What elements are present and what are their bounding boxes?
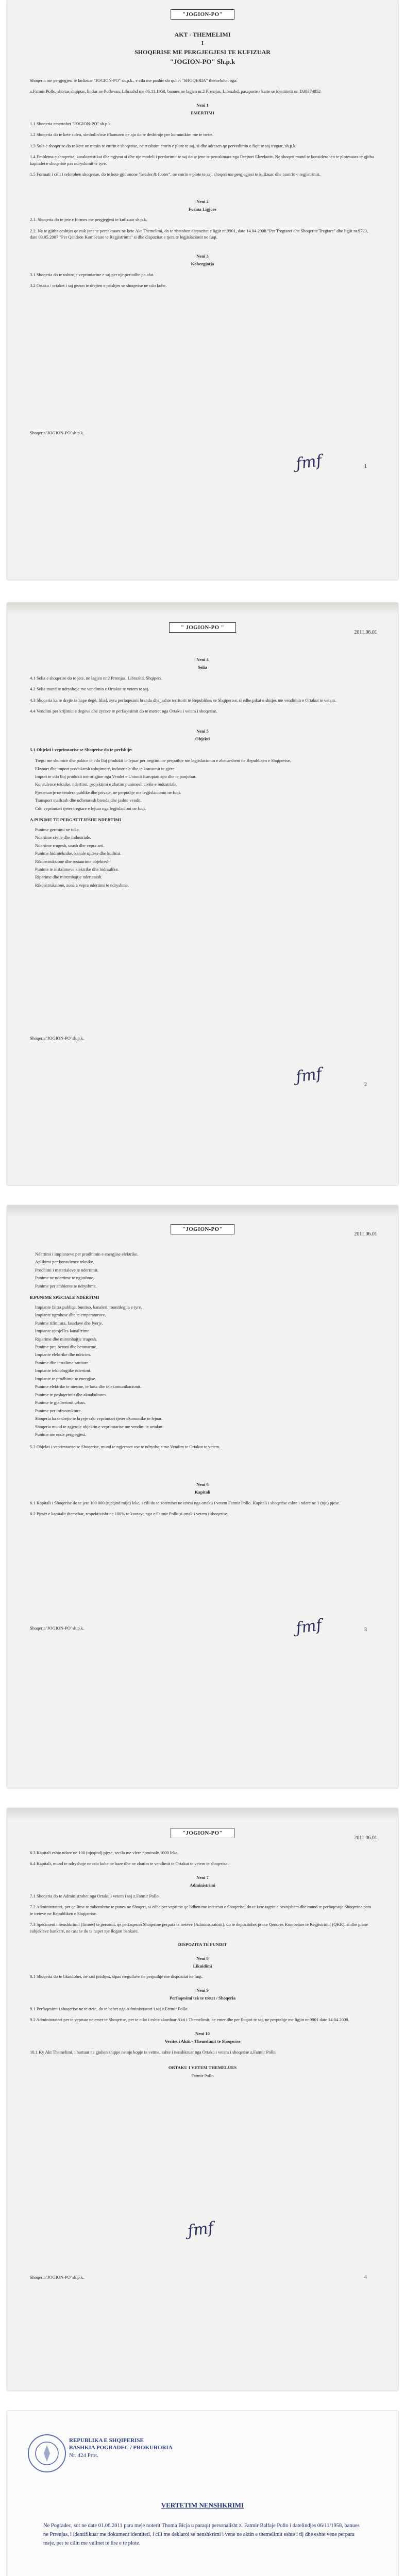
scan-shadow	[7, 1808, 398, 1820]
protocol-number: Nr. 424 Prot.	[69, 2452, 98, 2459]
document-page-5	[7, 2411, 398, 2576]
paragraph: 7.2 Administratori, per qellime te zakonshme te punes ne Shoqeri, si edhe per veprime qe lidhen me interesat e Shoqerise, do te kete tagrin e nevojshem dhe mund te perfaqesoje Shoqerine para te treteve ne Republiken e Shqiperise.	[30, 1904, 372, 1916]
page-date: 2011.06.01	[354, 630, 377, 635]
list-item: Rikonstruksione, zona a vepra ndertimi te ndryshme.	[35, 882, 129, 888]
intro-paragraph: Shoqeria me pergjegjesi te kufizuar "JOGION-PO" sh.p.k., e cila me poshte do quhet "SHOQERIA" themelohet nga:	[30, 78, 238, 83]
page3-body	[30, 1251, 375, 1522]
list-item: Pjesemarrje ne tendera publike dhe private, ne perputhje me legjislacionin ne fuqi.	[35, 789, 181, 795]
list-item: Shoqeria mund te zgjeroje objektin e veprimtarise me vendim te ortakut.	[35, 1423, 164, 1429]
list-item: Shoqeria ka te drejte te kryeje cdo veprimtari tjeter ekonomike te lejuar.	[35, 1416, 163, 1421]
handwritten-signature: ƒmf	[294, 451, 323, 473]
paragraph: 7.1 Shoqeria do te Administrohet nga Ortaku i vetem i saj z.Fatmir Pollo	[30, 1893, 159, 1899]
list-item: Rikonstruksione dhe restaurime objektesh.	[35, 858, 111, 864]
paragraph: 5.2 Objekti i veprimtarise se Shoqerise, mund te ngjeroset ose te ndryshoje me Vendim te Ortakut te vetem.	[30, 1444, 221, 1450]
page-date: 2011.06.01	[354, 1835, 377, 1841]
handwritten-signature: ƒmf	[294, 1616, 323, 1638]
paragraph: 4.3 Shoqeria ka te drejte te hape degë, filial, zyra perfaqesimi brenda dhe jashte territorit te Republikes se Shqiperise, si edhe pikat e shitjes me vendimin e Ortakut te vetem.	[30, 697, 336, 703]
list-item: Transport mallrash dhe udhetaresh brenda dhe jashte vendit.	[35, 798, 142, 803]
list-item: Punime rifinitura, fasadave dhe lyerje.	[35, 1320, 103, 1326]
list-item: Ndertime civile dhe industriale.	[35, 835, 91, 840]
doc-title-line4: "JOGION-PO" Sh.p.k	[170, 58, 235, 65]
article-heading: Neni 8	[196, 1955, 209, 1961]
list-item: Ndertimi i impianteve per prodhimin e energjise elektrike.	[35, 1251, 139, 1257]
list-item: Impiante ujesjelles-kanalizime.	[35, 1328, 91, 1334]
list-item: Impiante ngrohese dhe te emperaturave.	[35, 1312, 106, 1318]
list-item: Konsulence teknike, ndertimi, projektimi e zbatim punimesh civile e industriale.	[35, 782, 178, 787]
paragraph: 9.2 Administratori per te vepruar ne emer te Shoqerise, per te cilat i eshte akorduar Akti i Themelimit, ne emer dhe per llogari te saj, ne perputhje me ligjin nr.9901 date 14.04.2008.	[30, 2017, 349, 2023]
paragraph: 2.1. Shoqeria do te jete e formes me pergjegjesi te kufizuar sh.p.k.	[30, 217, 147, 223]
paragraph: 1.1 Shoqeria emertohet "JOGION-PO" sh.p.k.	[30, 121, 112, 126]
list-item: Prodhimi i materialeve te ndertimit.	[35, 1267, 98, 1273]
paragraph: 4.4 Vendimi per krijimin e degeve dhe zyrave te perfaqesimit do te merret nga Ortaku i vetem i shoqerise.	[30, 708, 217, 714]
certificate-body: Ne Pogradec, sot ne date 01.06.2011 para meje noterit Thoma Bicja u paraqit personalisht z. Fatmir Balfaje Pollo i datelindjes 06/11/1958, banues ne Prrenjas, i identifikuar me dokument identiteti, i cili me deklaroi se nenshkrimi i vene ne aktin e themelimit eshte i tij dhe eshte vene perpara meje, per te cilin me vullnet te lire e te plote.	[43, 2523, 360, 2546]
company-header-box: " JOGION-PO "	[169, 622, 236, 633]
list-item: Punime germimi ne toke.	[35, 826, 80, 832]
list-item: Punime elektrike te mesme, te larta dhe telekomunikacionit.	[35, 1384, 142, 1389]
document-page-3	[7, 1206, 398, 1788]
paragraph: 3.1 Shoqeria do te ushtroje veprimtarine e saj per nje periudhe pa afat.	[30, 272, 155, 277]
list-item: Import te cdo lloj produkti me origjine nga Vendet e Unionit Europian apo dhe te panjohur.	[35, 773, 196, 779]
page2-body	[30, 649, 375, 890]
page-footer: Shoqeria"JOGION-PO"sh.p.k.	[30, 2275, 85, 2280]
list-item: Punime dhe instalime sanitare.	[35, 1360, 90, 1365]
page-footer: Shoqeria"JOGION-PO"sh.p.k.	[30, 1036, 85, 1041]
section-subtitle: A.PUNIME TE PERGATITJESHE NDERTIMI	[30, 817, 122, 823]
list-item: Ndertime rrugesh, urash dhe vepra arti.	[35, 842, 105, 848]
paragraph: 1.4 Emblema e shoqerise, karakteristikat dhe ngjyrat si dhe nje modeli i perdorimit te saj do te jene te percaktuara nga Drejtori Ekzekutiv. Ne shoqeri mund te konsiderohen te plotesuara te gjitha kapitalet e shoqerise pas ndryshimit te tyre.	[30, 154, 374, 166]
paragraph: 2.2. Ne te gjitha ceshtjet qe nuk jane te percaktuara ne kete Akt Themelimi, do te zbatohen dispozitat e ligjit nr.9901, date 14.04.2008 "Per Tregtaret dhe Shoqerite Tregtare" dhe ligjit nr.9723, date 03.05.2007 "Per Qendren Kombetare te Regjistrimit" si dhe dispozitat e tjera te legjislacionit ne fuqi.	[30, 228, 368, 240]
company-header-box: "JOGION-PO"	[171, 9, 234, 20]
emblem-icon	[31, 2438, 62, 2469]
list-item: Cdo veprimtari tjeter tregtare e lejuar nga legjislacioni ne fuqi.	[35, 805, 146, 811]
page-number: 4	[364, 2275, 367, 2280]
page-number: 2	[364, 1082, 367, 1088]
company-header-box: "JOGION-PO"	[171, 1828, 234, 1838]
list-item: Impiante te prodhimit te energjise.	[35, 1376, 96, 1381]
paragraph: 1.5 Formati i cilit i referohen shoqerise, do te kete gjithmone "header & footer", ne emrin e plote te saj, shoqeri me pergjegjesi te kufizuar dhe numrin e regjistrimit.	[30, 172, 320, 177]
paragraph: 4.1 Selia e shoqerise do te jete, ne lagjen nr.2 Prrenjas, Librazhd, Shqiperi.	[30, 675, 162, 681]
doc-title: AKT - THEMELIMI	[174, 31, 231, 38]
signatory-title: ORTAKU I VETEM THEMELUES	[168, 2065, 237, 2071]
article-subheading: Perfaqesimi tek te tretet / Shoqeria	[170, 1995, 235, 2001]
article-subheading: Forma Ligjore	[188, 206, 216, 212]
list-item: Punime te instalimeve elektrike dhe hidraulike.	[35, 866, 119, 872]
page-number: 1	[364, 464, 367, 469]
page-footer: Shoqeria"JOGION-PO"sh.p.k.	[30, 430, 85, 435]
list-item: Punime per ambiente te ndryshme.	[35, 1283, 97, 1289]
paragraph: 10.1 Ky Akt Themelimi, i hartuar ne gjuhen shqipe ne nje kopje te vetme, eshte i nenshkruar nga Ortaku i vetem i shoqerise z.Fatmir Pollo.	[30, 2049, 277, 2055]
page4-body	[30, 1850, 375, 2083]
institution-line: BASHKIA POGRADEC / PROKURORIA	[69, 2445, 173, 2451]
handwritten-signature: ƒmf	[186, 2218, 215, 2241]
article-subheading: Objekti	[195, 736, 210, 742]
list-item: Punime hidroteknike, kanale ujitese dhe kullimi.	[35, 851, 121, 856]
list-item: Aplikimi per konsulence teknike.	[35, 1259, 94, 1265]
doc-title-line2: I	[201, 40, 204, 46]
paragraph: 5.1 Objekti i veprimtarise se Shoqerise do te perfshije:	[30, 747, 133, 752]
article-subheading: Kapitali	[194, 1489, 211, 1495]
article-heading: Neni 9	[196, 1987, 209, 1993]
list-item: Impiante faltra publiqe, bunitso, kanaleri, monitlegjia e tyre.	[35, 1304, 142, 1310]
article-subheading: Kohezgjatja	[191, 261, 214, 267]
paragraph: 7.3 Specimeni i nenshkrimit (firmes) te personit, qe perfaqeson Shoqerine perpara te treteve (Administratorit), do te depozitohet prane Qendres Kombetare te Regjistrimit (QKR), si dhe prane subjekteve bankare, ne rast se do te hapet nje llogari bankare.	[30, 1922, 368, 1934]
document-page-2	[7, 603, 398, 1185]
list-item: Tregti me shumice dhe pakice te cdo lloj produkti te lejuar per tregtim, ne perputhje me legjislacionin e zbatueshem ne Republiken e Shqiperise.	[35, 758, 291, 764]
scan-shadow	[7, 603, 398, 614]
paragraph: 9.1 Perfaqesimi i shoqerise ne te trete, do te behet nga Administratori i saj z.Fatmir Pollo.	[30, 2006, 189, 2011]
scan-shadow	[7, 1206, 398, 1217]
doc-title-line3: SHOQERISE ME PERGJEGJESI TE KUFIZUAR	[134, 48, 271, 56]
section-heading: DISPOZITA TE FUNDIT	[178, 1942, 227, 1947]
article-heading: Neni 3	[196, 253, 209, 259]
article-subheading: Administrimi	[190, 1883, 215, 1888]
article-subheading: EMERTIMI	[190, 110, 214, 116]
article-heading: Neni 5	[196, 728, 209, 734]
list-item: Riparime dhe mirembajtje ndertesash.	[35, 874, 103, 880]
page-footer: Shoqeria"JOGION-PO"sh.p.k.	[30, 1625, 85, 1631]
list-item: Impiante elektrike dhe ndricim.	[35, 1352, 91, 1358]
list-item: Punime te gjelberimit urban.	[35, 1400, 86, 1405]
list-item: Punime ne ndertime te ngjashme.	[35, 1275, 94, 1281]
document-page-4	[7, 1808, 398, 2391]
page-number: 3	[364, 1627, 367, 1633]
paragraph: 1.2 Shoqeria do te kete sulen, simbolin/ose iflamuren qe ajo do te deshiroje per komunikim me te tretet.	[30, 132, 214, 138]
paragraph: 3.2 Ortaku / ortaket i saj gezon te drejten e prishjes se shoqerise ne cdo kohe.	[30, 283, 167, 289]
certificate-title: VERTETIM NENSHKRIMI	[161, 2501, 244, 2509]
list-item: Punime te peshqerimit dhe akuakultures.	[35, 1392, 108, 1397]
page1-body	[30, 77, 375, 294]
article-heading: Neni 10	[195, 2030, 210, 2036]
list-item: Impiante teknologjike ndertimi.	[35, 1368, 92, 1374]
section-subtitle: B.PUNIME SPECIALE NDERTIMI	[30, 1295, 99, 1300]
article-subheading: Selia	[198, 665, 207, 670]
company-header-box: "JOGION-PO"	[171, 1224, 234, 1234]
institution-line: REPUBLIKA E SHQIPERISE	[69, 2437, 144, 2444]
article-heading: Neni 4	[196, 657, 209, 662]
article-heading: Neni 6	[196, 1481, 209, 1487]
paragraph: 6.2 Pjesët e kapitalit themeltar, respektivisht ne 100% te kuotave nga z.Fatmir Pollo si ortak i vetem i shoqerise.	[30, 1511, 228, 1517]
list-item: Riparime dhe mirembajtje rrugesh.	[35, 1336, 97, 1342]
list-item: Punime me ende pergjegjesi.	[35, 1431, 87, 1437]
official-stamp	[28, 2434, 66, 2472]
list-item: Punime per infrastrukture.	[35, 1408, 82, 1413]
article-heading: Neni 1	[196, 102, 209, 108]
paragraph: 6.1 Kapitali i Shoqerise do te jete 100 000 (njeqind mije) leke, i cili do te zoteruhet ne teresi nga ortaku i vetem Fatmir Pollo. Kapitali i shoqerise eshte i ndare ne 1 (nje) pjese.	[30, 1500, 340, 1505]
paragraph: 8.1 Shoqeria do te likuidohet, ne rast prishjes, sipas rregullave ne perputhje me dispozitat ne fuqi.	[30, 1974, 203, 1979]
article-subheading: Veritet i Aktit - Themelimit te Shoqerise	[164, 2039, 241, 2044]
list-item: Eksport dhe import produktesh ushqimore, industriale dhe te konsumit te gjere.	[35, 766, 176, 771]
paragraph: 6.4 Kapitali, mund te ndryshoje ne cdo kohe ne baze dhe ne zbatim te vendimit te Ortakut te vetem te shoqerise.	[30, 1861, 229, 1867]
list-item: Punime prej betoni dhe betonarme.	[35, 1344, 97, 1349]
paragraph: 6.3 Kapitali eshte ndare ne 100 (njeqind) pjese, secila me vlere nominale 1000 leke.	[30, 1850, 179, 1855]
article-subheading: Likuidimi	[193, 1963, 212, 1969]
page-date: 2011.06.01	[354, 1231, 377, 1237]
founder-paragraph: a.Fatmir Pollo, shtetas shqiptar, lindur ne Pollovan, Librazhd me 06.11.1958, banues ne lagjen nr.2 Prrenjas, Librazhd, pasaporte / karte se identitetit nr. D38374852	[30, 89, 321, 94]
handwritten-signature: ƒmf	[294, 1064, 323, 1087]
institution-header	[69, 2437, 173, 2459]
article-heading: Neni 2	[196, 198, 209, 204]
document-page-1	[7, 0, 398, 580]
paragraph: 1.3 Sula e shoqerise do te kete ne mesin te emrin e shoqerise, ne rreshtim emrin e plote te saj, si dhe adresen qe pervedimin e fiqit te saj tregtar, sh.p.k.	[30, 143, 297, 148]
paragraph: 4.2 Selia mund te ndryshoje me vendimin e Ortakut te vetem te saj.	[30, 686, 149, 692]
signatory-name: Fatmir Pollo	[191, 2073, 214, 2078]
article-heading: Neni 7	[196, 1874, 209, 1880]
